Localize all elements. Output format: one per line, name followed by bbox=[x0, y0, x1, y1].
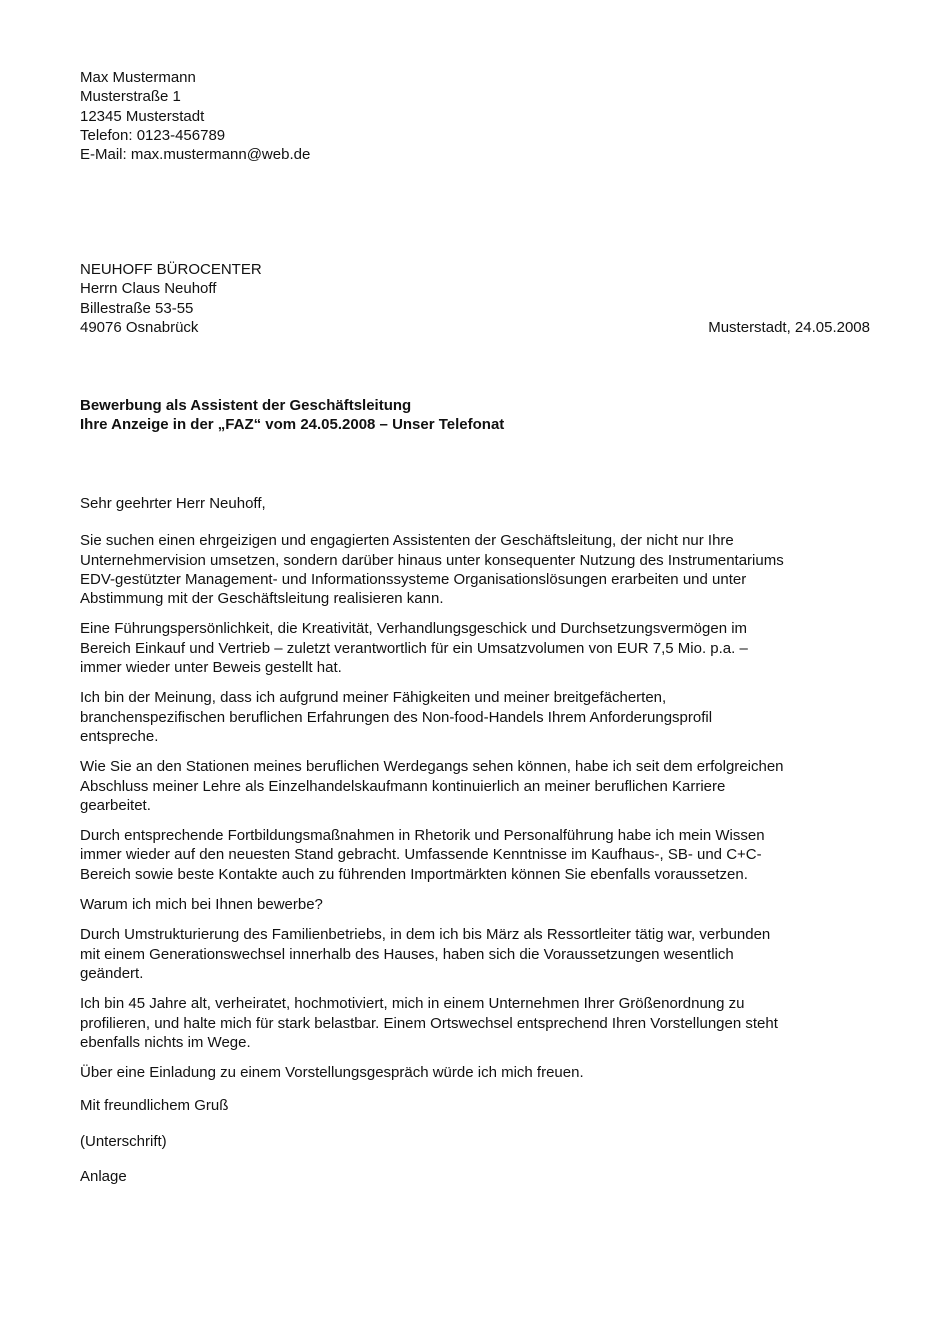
letter-body bbox=[80, 494, 870, 1186]
paragraph-line: Abschluss meiner Lehre als Einzelhandelskaufmann kontinuierlich an meiner beruflichen Karriere bbox=[80, 777, 726, 795]
sender-city: 12345 Musterstadt bbox=[80, 107, 205, 125]
paragraph bbox=[80, 925, 870, 983]
paragraph-line: entspreche. bbox=[80, 727, 159, 745]
paragraph bbox=[80, 688, 870, 746]
paragraph bbox=[80, 895, 870, 914]
sender-phone: Telefon: 0123-456789 bbox=[80, 126, 226, 144]
sender-street: Musterstraße 1 bbox=[80, 88, 181, 106]
paragraph-line: Abstimmung mit der Geschäftsleitung realisieren kann. bbox=[80, 590, 444, 608]
sender-name: Max Mustermann bbox=[80, 69, 196, 86]
paragraph-line: Eine Führungspersönlichkeit, die Kreativität, Verhandlungsgeschick und Durchsetzungsvermögen im bbox=[80, 620, 748, 638]
recipient-street: Billestraße 53-55 bbox=[80, 299, 194, 317]
paragraph-line: gearbeitet. bbox=[80, 796, 151, 814]
paragraph-line: immer wieder unter Beweis gestellt hat. bbox=[80, 659, 342, 677]
recipient-city: 49076 Osnabrück bbox=[80, 318, 199, 336]
paragraph-line: Über eine Einladung zu einem Vorstellungsgespräch würde ich mich freuen. bbox=[80, 1064, 584, 1082]
paragraph-line: Sie suchen einen ehrgeizigen und engagierten Assistenten der Geschäftsleitung, der nicht nur Ihre bbox=[80, 532, 734, 550]
paragraph bbox=[80, 531, 870, 608]
paragraph-line: EDV-gestützter Management- und Informationssysteme Organisationslösungen erarbeiten und unter bbox=[80, 570, 747, 588]
paragraph-line: branchenspezifischen beruflichen Erfahrungen des Non-food-Handels Ihrem Anforderungsprofil bbox=[80, 708, 713, 726]
subject-line-2: Ihre Anzeige in der „FAZ“ vom 24.05.2008 – Unser Telefonat bbox=[80, 416, 505, 434]
recipient-company: NEUHOFF BÜROCENTER bbox=[80, 261, 262, 278]
paragraph-line: Wie Sie an den Stationen meines beruflichen Werdegangs sehen können, habe ich seit dem erfolgreichen bbox=[80, 758, 784, 776]
sender-address bbox=[80, 68, 310, 164]
paragraph-line: Ich bin der Meinung, dass ich aufgrund meiner Fähigkeiten und meiner breitgefächerten, bbox=[80, 689, 667, 707]
paragraph-line: Durch Umstrukturierung des Familienbetriebs, in dem ich bis März als Ressortleiter tätig war, verbunden bbox=[80, 926, 771, 944]
attachment: Anlage bbox=[80, 1168, 127, 1186]
paragraph bbox=[80, 757, 870, 815]
paragraph-line: mit einem Generationswechsel innerhalb des Hauses, haben sich die Voraussetzungen wesentlich bbox=[80, 945, 734, 963]
salutation: Sehr geehrter Herr Neuhoff, bbox=[80, 495, 266, 512]
paragraph-line: Warum ich mich bei Ihnen bewerbe? bbox=[80, 896, 323, 914]
paragraph-line: profilieren, und halte mich für stark belastbar. Einem Ortswechsel entsprechend Ihren Vorstellungen steht bbox=[80, 1014, 778, 1032]
paragraph-line: geändert. bbox=[80, 964, 144, 982]
subject-line-1: Bewerbung als Assistent der Geschäftsleitung bbox=[80, 397, 412, 414]
paragraph bbox=[80, 619, 870, 677]
paragraph-line: ebenfalls nichts im Wege. bbox=[80, 1033, 251, 1051]
paragraph-line: Durch entsprechende Fortbildungsmaßnahmen in Rhetorik und Personalführung habe ich mein Wissen bbox=[80, 827, 765, 845]
paragraph-line: Ich bin 45 Jahre alt, verheiratet, hochmotiviert, mich in einem Unternehmen Ihrer Größenordnung zu bbox=[80, 995, 745, 1013]
paragraph bbox=[80, 994, 870, 1052]
paragraph bbox=[80, 826, 870, 884]
closing: Mit freundlichem Gruß bbox=[80, 1097, 229, 1115]
paragraph-line: immer wieder auf den neuesten Stand gebracht. Umfassende Kenntnisse im Kaufhaus-, SB- und C+C- bbox=[80, 846, 762, 864]
recipient-person: Herrn Claus Neuhoff bbox=[80, 280, 217, 298]
sender-email: E-Mail: max.mustermann@web.de bbox=[80, 146, 311, 164]
signature: (Unterschrift) bbox=[80, 1132, 167, 1150]
subject bbox=[80, 396, 504, 435]
paragraph bbox=[80, 1063, 870, 1082]
paragraph-line: Unternehmervision umsetzen, sondern darüber hinaus unter konsequenter Nutzung des Instrumentariums bbox=[80, 551, 784, 569]
letter-date: Musterstadt, 24.05.2008 bbox=[708, 319, 870, 336]
paragraph-line: Bereich sowie beste Kontakte auch zu führenden Importmärkten können Sie ebenfalls voraussetzen. bbox=[80, 865, 748, 883]
recipient-address bbox=[80, 260, 262, 337]
paragraph-line: Bereich Einkauf und Vertrieb – zuletzt verantwortlich für ein Umsatzvolumen von EUR 7,5 Mio. p.a. – bbox=[80, 639, 748, 657]
